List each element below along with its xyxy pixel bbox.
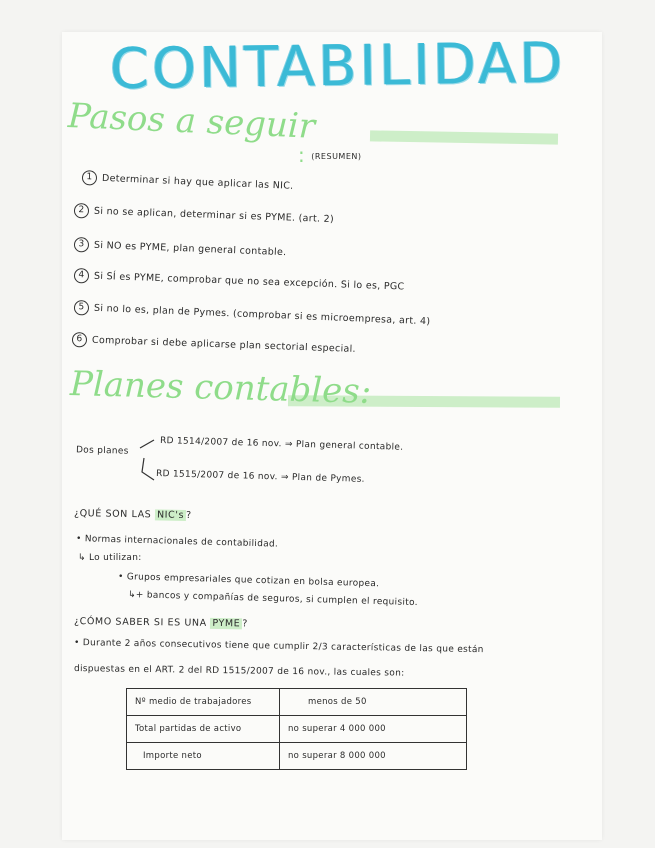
nics-user-bancos: ↳+ bancos y compañías de seguros, si cumplen el requisito.: [127, 590, 418, 609]
step-number-icon: 1: [82, 170, 98, 186]
nics-utilizan: ↳ Lo utilizan:: [78, 553, 142, 563]
table-cell-criterio: Total partidas de activo: [127, 716, 280, 743]
table-row: [127, 689, 467, 716]
question-nics: ¿QUÉ SON LAS NIC's ?: [73, 508, 192, 522]
step-number-icon: 5: [74, 300, 90, 316]
pyme-highlight: PYME: [212, 617, 241, 630]
step-number-icon: 6: [72, 332, 88, 348]
table-row: [127, 743, 467, 770]
table-cell-criterio: Nº medio de trabajadores: [127, 689, 280, 716]
plan-general-line: RD 1514/2007 de 16 nov. ⇒ Plan general contable.: [159, 436, 404, 453]
section-heading-pasos: Pasos a seguir: [67, 96, 316, 147]
table-cell-valor: menos de 50: [280, 689, 467, 716]
nics-highlight: NIC's: [156, 509, 185, 521]
step-number-icon: 3: [74, 237, 90, 253]
step-6: 6 Comprobar si debe aplicarse plan sectorial especial.: [72, 332, 356, 357]
step-2: 2 Si no se aplican, determinar si es PYME. (art. 2): [74, 203, 334, 227]
step-1: 1 Determinar si hay que aplicar las NIC.: [82, 170, 294, 194]
step-3: 3 Si NO es PYME, plan general contable.: [74, 237, 287, 260]
table-cell-criterio: Importe neto: [127, 743, 280, 770]
table-cell-valor: no superar 4 000 000: [280, 716, 467, 743]
table-row: [127, 716, 467, 743]
plan-pymes-line: RD 1515/2007 de 16 nov. ⇒ Plan de Pymes.: [155, 469, 365, 485]
branch-bracket-icon: [134, 436, 158, 482]
step-number-icon: 4: [74, 268, 90, 284]
table-cell-valor: no superar 8 000 000: [280, 743, 467, 770]
step-4: 4 Si SÍ es PYME, comprobar que no sea excepción. Si lo es, PGC: [74, 268, 405, 295]
dos-planes-label: Dos planes: [75, 445, 129, 457]
pyme-condition-line1: • Durante 2 años consecutivos tiene que cumplir 2/3 características de las que están: [73, 638, 484, 656]
pyme-criteria-table: [126, 688, 467, 770]
nics-user-grupos: • Grupos empresariales que cotizan en bolsa europea.: [117, 572, 380, 590]
resumen-note: : (RESUMEN): [298, 143, 362, 167]
step-number-icon: 2: [74, 203, 90, 219]
question-pyme: ¿CÓMO SABER SI ES UNA PYME ?: [73, 616, 249, 630]
page-title: CONTABILIDAD: [109, 30, 566, 103]
pyme-condition-line2: dispuestas en el ART. 2 del RD 1515/2007 de 16 nov., las cuales son:: [73, 664, 405, 679]
section-heading-planes: Planes contables:: [69, 364, 372, 412]
nics-definition: • Normas internacionales de contabilidad.: [75, 534, 279, 550]
step-5: 5 Si no lo es, plan de Pymes. (comprobar si es microempresa, art. 4): [74, 300, 431, 329]
